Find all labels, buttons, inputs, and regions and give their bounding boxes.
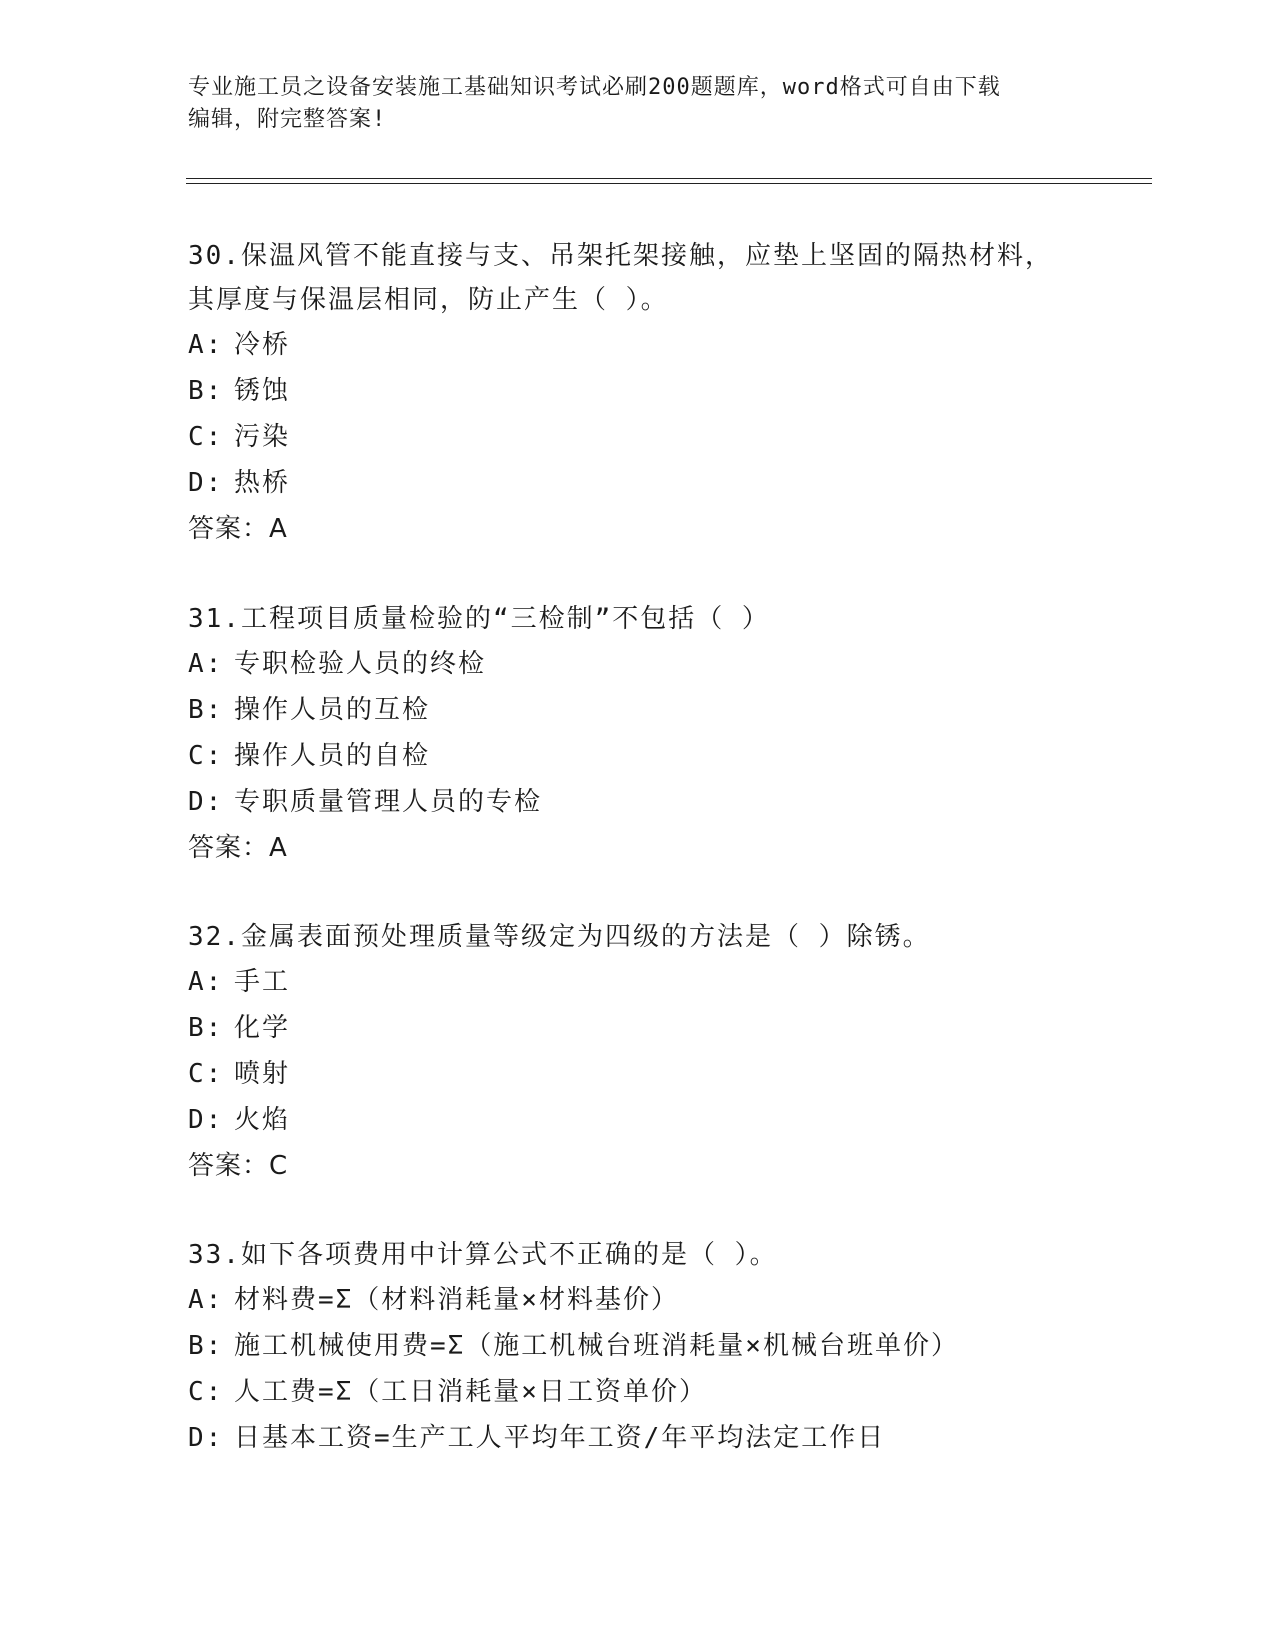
- question-33: [188, 1233, 1088, 1461]
- option-text: 操作人员的自检: [234, 741, 431, 771]
- question-stem-line-1: 31.工程项目质量检验的“三检制”不包括（ ）: [188, 604, 770, 634]
- option-key: A:: [188, 967, 224, 997]
- option-text: 冷桥: [234, 330, 291, 360]
- option-text: 手工: [234, 967, 291, 997]
- option-c: [188, 1369, 1088, 1415]
- option-key: D:: [188, 1105, 224, 1135]
- answer-label: 答案：C: [188, 1151, 289, 1181]
- option-text: 操作人员的互检: [234, 695, 431, 725]
- option-text: 人工费=Σ（工日消耗量×日工资单价）: [234, 1377, 707, 1407]
- option-key: C:: [188, 422, 224, 452]
- option-key: C:: [188, 1377, 224, 1407]
- question-31: [188, 597, 1088, 871]
- option-key: D:: [188, 787, 224, 817]
- option-text: 热桥: [234, 468, 291, 498]
- option-text: 化学: [234, 1013, 291, 1043]
- question-stem-line-1: 32.金属表面预处理质量等级定为四级的方法是（ ）除锈。: [188, 922, 931, 952]
- header-title-line-2: 编辑，附完整答案!: [188, 107, 387, 132]
- option-key: A:: [188, 1285, 224, 1315]
- option-text: 材料费=Σ（材料消耗量×材料基价）: [234, 1285, 679, 1315]
- option-key: A:: [188, 330, 224, 360]
- option-key: B:: [188, 1013, 224, 1043]
- option-text: 喷射: [234, 1059, 291, 1089]
- question-30: [188, 234, 1088, 552]
- question-32: [188, 915, 1088, 1189]
- document-header: [188, 72, 1068, 136]
- question-stem-line-1: 33.如下各项费用中计算公式不正确的是（ ）。: [188, 1240, 778, 1270]
- option-a: [188, 322, 1088, 368]
- question-stem-line-2: 其厚度与保温层相同，防止产生（ ）。: [188, 285, 669, 315]
- option-key: D:: [188, 468, 224, 498]
- option-a: [188, 1277, 1088, 1323]
- option-text: 污染: [234, 422, 291, 452]
- answer-label: 答案：A: [188, 514, 288, 544]
- option-key: C:: [188, 1059, 224, 1089]
- answer-label: 答案：A: [188, 833, 288, 863]
- option-text: 专职检验人员的终检: [234, 649, 487, 679]
- option-d: [188, 1415, 1088, 1461]
- option-d: [188, 1097, 1088, 1143]
- option-key: B:: [188, 695, 224, 725]
- option-key: B:: [188, 1331, 224, 1361]
- option-text: 火焰: [234, 1105, 291, 1135]
- option-text: 日基本工资=生产工人平均年工资/年平均法定工作日: [234, 1423, 886, 1453]
- option-b: [188, 1005, 1088, 1051]
- option-d: [188, 460, 1088, 506]
- option-b: [188, 368, 1088, 414]
- question-stem-line-1: 30.保温风管不能直接与支、吊架托架接触，应垫上坚固的隔热材料，: [188, 241, 1053, 271]
- option-b: [188, 1323, 1088, 1369]
- option-c: [188, 414, 1088, 460]
- option-text: 专职质量管理人员的专检: [234, 787, 543, 817]
- header-divider-bottom: [186, 183, 1152, 184]
- option-c: [188, 733, 1088, 779]
- option-key: A:: [188, 649, 224, 679]
- option-b: [188, 687, 1088, 733]
- option-a: [188, 959, 1088, 1005]
- option-a: [188, 641, 1088, 687]
- option-text: 锈蚀: [234, 376, 291, 406]
- option-text: 施工机械使用费=Σ（施工机械台班消耗量×机械台班单价）: [234, 1331, 959, 1361]
- option-key: C:: [188, 741, 224, 771]
- header-divider-top: [186, 178, 1152, 179]
- option-key: B:: [188, 376, 224, 406]
- header-title-line-1: 专业施工员之设备安装施工基础知识考试必刷200题题库，word格式可自由下载: [188, 75, 1001, 100]
- option-key: D:: [188, 1423, 224, 1453]
- option-c: [188, 1051, 1088, 1097]
- option-d: [188, 779, 1088, 825]
